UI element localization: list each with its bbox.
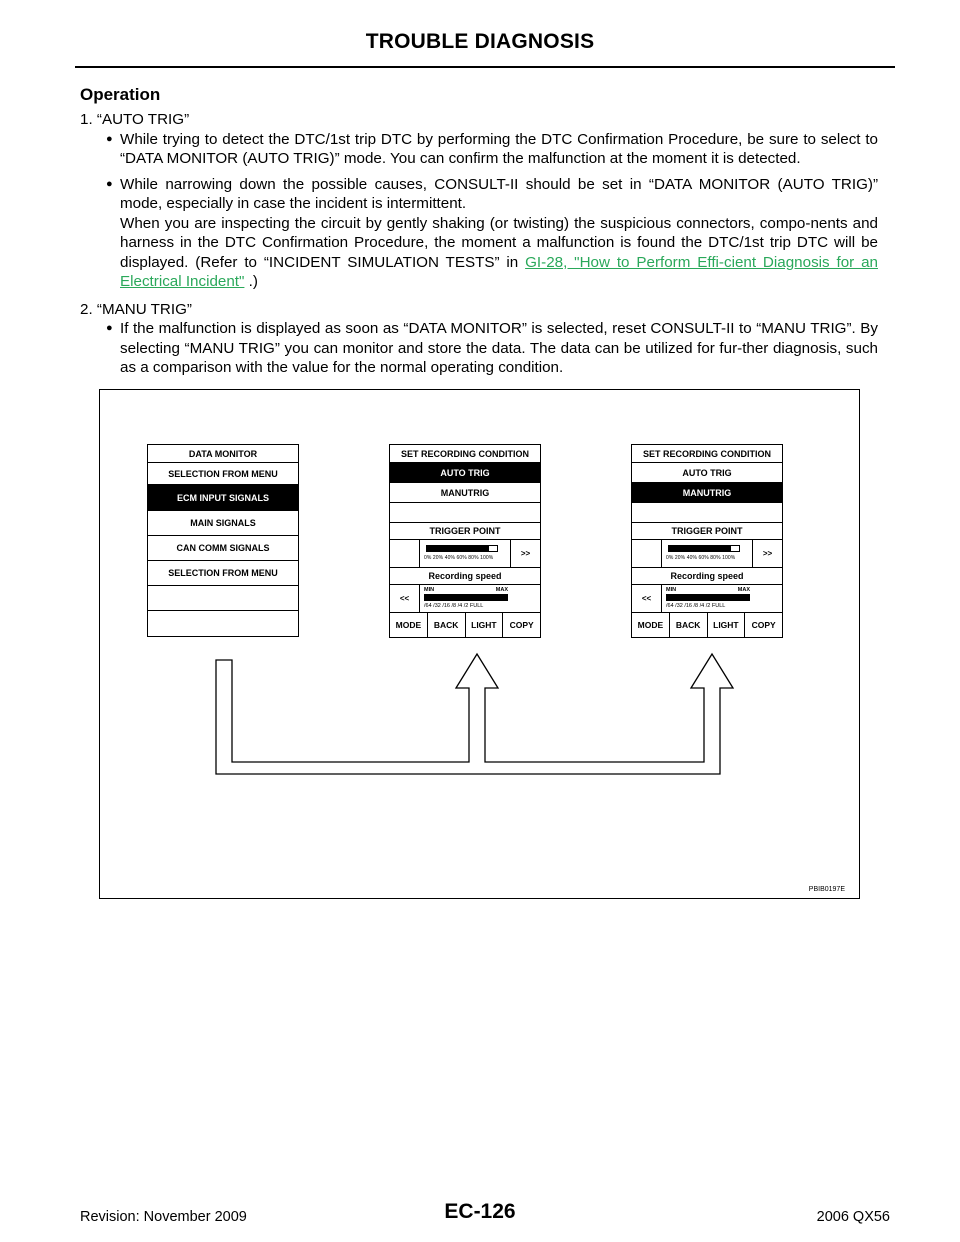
arrow-path xyxy=(216,654,733,774)
menu-row[interactable]: MAIN SIGNALS xyxy=(148,511,298,536)
function-buttons xyxy=(390,613,540,637)
speed-range-labels xyxy=(666,587,750,593)
auto-trig-option[interactable]: AUTO TRIG xyxy=(390,463,540,483)
screen-title: SET RECORDING CONDITION xyxy=(390,445,540,463)
trigger-bar xyxy=(668,545,740,552)
blank-cell xyxy=(390,540,420,567)
recording-speed-row xyxy=(390,585,540,613)
menu-row[interactable]: SELECTION FROM MENU xyxy=(148,561,298,586)
blank-row xyxy=(632,503,782,523)
recording-speed-row xyxy=(632,585,782,613)
bullet-icon: ● xyxy=(106,132,113,145)
speed-min-label: MIN xyxy=(666,587,677,593)
recording-speed-label: Recording speed xyxy=(390,568,540,585)
back-button[interactable]: BACK xyxy=(428,613,466,637)
speed-range-labels xyxy=(424,587,508,593)
figure-frame xyxy=(99,389,860,899)
figure-id: PBIB0197E xyxy=(808,886,845,893)
list-bullet xyxy=(106,319,878,378)
header-divider xyxy=(75,66,895,68)
body-text xyxy=(80,110,878,378)
light-button[interactable]: LIGHT xyxy=(708,613,746,637)
trigger-point-row xyxy=(390,540,540,568)
speed-bar xyxy=(666,594,750,601)
bullet-icon: ● xyxy=(106,177,113,190)
speed-ticks: /64 /32 /16 /8 /4 /2 FULL xyxy=(666,603,726,609)
reference-link[interactable]: GI-28, "How to Perform Effi-cient Diagnosis for an Electrical Incident" xyxy=(120,253,878,290)
speed-bar xyxy=(424,594,508,601)
menu-row-empty xyxy=(148,611,298,636)
bullet-text-part: While narrowing down the possible causes, CONSULT-II should be set in “DATA MONITOR (AUTO TRIG)” mode, especially in case the incident is intermittent. xyxy=(120,175,878,212)
list-item-label: 2. “MANU TRIG” xyxy=(80,300,192,318)
recording-speed-label: Recording speed xyxy=(632,568,782,585)
menu-row-empty xyxy=(148,586,298,611)
footer-model: 2006 QX56 xyxy=(816,1209,890,1225)
menu-row-selected[interactable]: ECM INPUT SIGNALS xyxy=(148,485,298,511)
blank-cell xyxy=(632,540,662,567)
trigger-point-label: TRIGGER POINT xyxy=(390,523,540,540)
list-bullet xyxy=(106,130,878,169)
trigger-bar xyxy=(426,545,498,552)
recording-condition-screen-auto xyxy=(389,444,541,638)
bullet-text-part: .) xyxy=(244,273,258,290)
copy-button[interactable]: COPY xyxy=(509,620,534,630)
footer-page-number: EC-126 xyxy=(444,1200,516,1223)
manu-trig-option[interactable]: MANUTRIG xyxy=(390,483,540,503)
footer-revision: Revision: November 2009 xyxy=(80,1209,247,1225)
back-arrow-button[interactable]: << xyxy=(390,585,420,612)
section-title: Operation xyxy=(80,85,161,104)
menu-row[interactable]: SELECTION FROM MENU xyxy=(148,463,298,485)
trigger-ticks: 0% 20% 40% 60% 80% 100% xyxy=(666,555,736,561)
blank-cell xyxy=(752,585,782,612)
forward-button[interactable]: >> xyxy=(752,540,782,567)
trigger-fill xyxy=(427,546,489,551)
list-bullet xyxy=(106,175,878,292)
trigger-ticks: 0% 20% 40% 60% 80% 100% xyxy=(424,555,494,561)
bullet-icon: ● xyxy=(106,322,113,334)
recording-condition-screen-manu xyxy=(631,444,783,638)
screen-title: SET RECORDING CONDITION xyxy=(632,445,782,463)
speed-slider[interactable] xyxy=(420,585,510,612)
blank-cell xyxy=(510,585,540,612)
manu-trig-option[interactable]: MANUTRIG xyxy=(632,483,782,503)
auto-trig-option[interactable]: AUTO TRIG xyxy=(632,463,782,483)
copy-button[interactable]: COPY xyxy=(751,620,776,630)
blank-row xyxy=(390,503,540,523)
page-header-title: TROUBLE DIAGNOSIS xyxy=(365,30,595,53)
speed-min-label: MIN xyxy=(424,587,435,593)
speed-slider[interactable] xyxy=(662,585,752,612)
trigger-point-label: TRIGGER POINT xyxy=(632,523,782,540)
speed-max-label: MAX xyxy=(495,587,508,593)
data-monitor-screen xyxy=(147,444,299,637)
mode-button[interactable]: MODE xyxy=(632,613,670,637)
bullet-text: While trying to detect the DTC/1st trip DTC by performing the DTC Confirmation Procedure, be sure to select to “DATA MONITOR (AUTO TRIG)” mode. You can confirm the malfunction at the moment it is detected. xyxy=(120,130,878,167)
bullet-text xyxy=(120,175,878,292)
bullet-text-part: When you are inspecting the circuit by gently shaking (or twisting) the suspicious connectors, compo-nents and harness in the DTC Confirmation Procedure, the moment a malfunction is found the DTC/1st trip DTC will be displayed. (Refer to “INCIDENT SIMULATION TESTS” in xyxy=(120,214,878,271)
back-button[interactable]: BACK xyxy=(670,613,708,637)
mode-button[interactable]: MODE xyxy=(390,613,428,637)
speed-ticks: /64 /32 /16 /8 /4 /2 FULL xyxy=(424,603,484,609)
trigger-point-row xyxy=(632,540,782,568)
forward-button[interactable]: >> xyxy=(510,540,540,567)
function-buttons xyxy=(632,613,782,637)
screen-title: DATA MONITOR xyxy=(148,445,298,463)
back-arrow-button[interactable]: << xyxy=(632,585,662,612)
trigger-fill xyxy=(669,546,731,551)
bullet-text: If the malfunction is displayed as soon as “DATA MONITOR” is selected, reset CONSULT-II to “MANU TRIG”. By selecting “MANU TRIG” you can monitor and store the data. The data can be utilized for fur-ther diagnosis, such as a comparison with the value for the normal operating condition. xyxy=(120,320,878,376)
speed-max-label: MAX xyxy=(737,587,750,593)
light-button[interactable]: LIGHT xyxy=(466,613,504,637)
list-item-label: 1. “AUTO TRIG” xyxy=(80,111,190,128)
menu-row[interactable]: CAN COMM SIGNALS xyxy=(148,536,298,561)
trigger-slider[interactable] xyxy=(662,540,752,567)
trigger-slider[interactable] xyxy=(420,540,510,567)
